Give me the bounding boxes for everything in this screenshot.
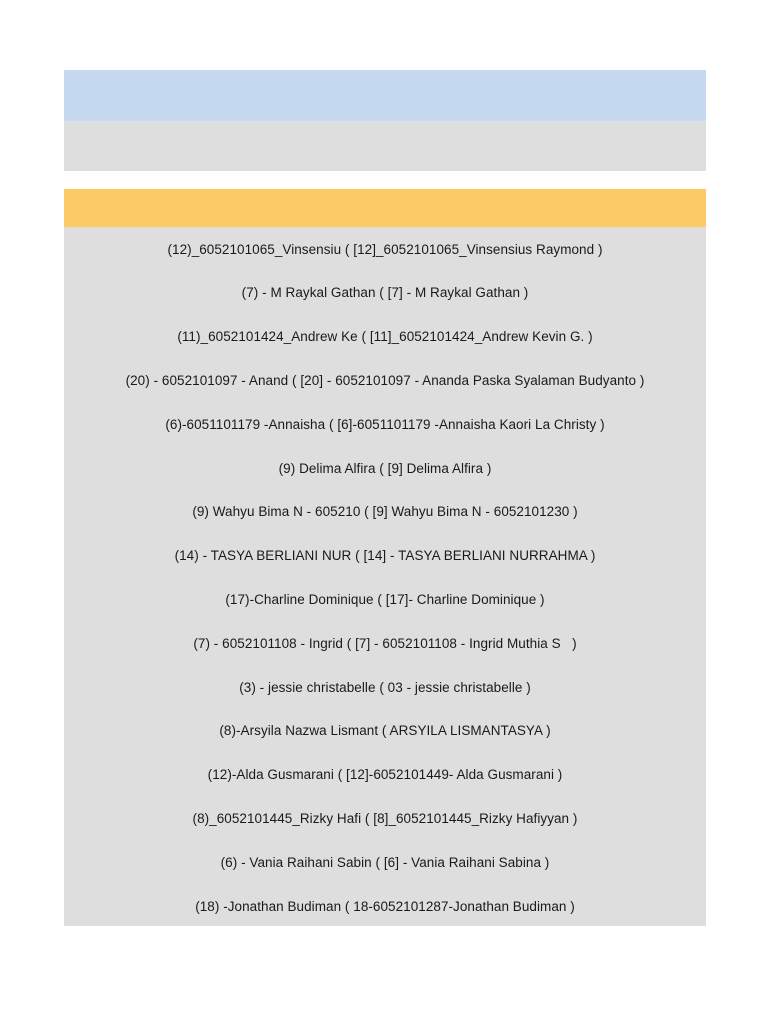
participant-list — [64, 189, 706, 926]
header-subtitle-bar — [64, 121, 706, 171]
list-header-bar — [64, 189, 706, 227]
list-item: (7) - 6052101108 - Ingrid ( [7] - 6052101108 - Ingrid Muthia S ) — [193, 635, 577, 651]
list-body — [64, 227, 706, 926]
list-item: (14) - TASYA BERLIANI NUR ( [14] - TASYA BERLIANI NURRAHMA ) — [174, 548, 596, 564]
list-item: (12)_6052101065_Vinsensiu ( [12]_6052101065_Vinsensius Raymond ) — [167, 241, 603, 257]
list-item: (12)-Alda Gusmarani ( [12]-6052101449- Alda Gusmarani ) — [207, 767, 563, 783]
list-item: (18) -Jonathan Budiman ( 18-6052101287-Jonathan Budiman ) — [195, 898, 575, 914]
list-item: (3) - jessie christabelle ( 03 - jessie christabelle ) — [239, 679, 531, 695]
list-item: (6) - Vania Raihani Sabin ( [6] - Vania Raihani Sabina ) — [220, 854, 550, 870]
list-item: (9) Wahyu Bima N - 605210 ( [9] Wahyu Bima N - 6052101230 ) — [192, 504, 578, 520]
list-item: (11)_6052101424_Andrew Ke ( [11]_6052101424_Andrew Kevin G. ) — [177, 329, 593, 345]
list-item: (17)-Charline Dominique ( [17]- Charline Dominique ) — [225, 591, 545, 607]
header-title-bar — [64, 70, 706, 121]
list-item: (20) - 6052101097 - Anand ( [20] - 6052101097 - Ananda Paska Syalaman Budyanto ) — [125, 372, 645, 388]
list-item: (8)-Arsyila Nazwa Lismant ( ARSYILA LISMANTASYA ) — [219, 723, 551, 739]
list-item: (8)_6052101445_Rizky Hafi ( [8]_6052101445_Rizky Hafiyyan ) — [192, 810, 578, 826]
list-item: (9) Delima Alfira ( [9] Delima Alfira ) — [278, 460, 492, 476]
list-item: (6)-6051101179 -Annaisha ( [6]-6051101179 -Annaisha Kaori La Christy ) — [165, 416, 605, 432]
list-item: (7) - M Raykal Gathan ( [7] - M Raykal Gathan ) — [241, 285, 529, 301]
header-block — [64, 70, 706, 171]
